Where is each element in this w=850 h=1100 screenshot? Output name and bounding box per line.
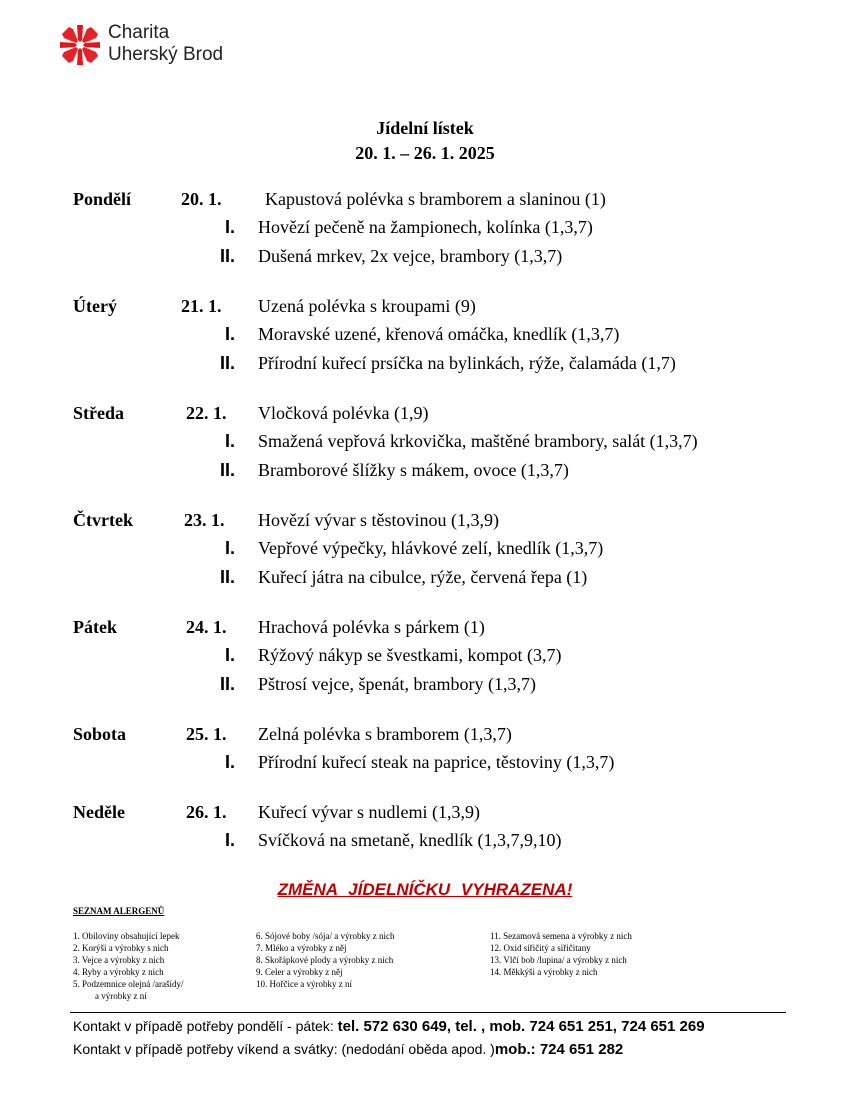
allergen-item: 6. Sójové boby /sója/ a výrobky z nich: [256, 931, 395, 941]
allergen-item: 4. Ryby a výrobky z nich: [73, 967, 164, 977]
soup: Kuřecí vývar s nudlemi (1,3,9): [258, 802, 480, 822]
contact-weekday-label: Kontakt v případě potřeby pondělí - pátek:: [73, 1018, 338, 1034]
allergen-column-3: [490, 930, 632, 978]
allergen-column-2: [256, 930, 394, 990]
allergen-item: 7. Mléko a výrobky z něj: [256, 943, 347, 953]
day-name: Neděle: [73, 802, 125, 822]
meal-text: Moravské uzené, křenová omáčka, knedlík (1,3,7): [258, 324, 620, 344]
day-date: 22. 1.: [186, 403, 227, 423]
day-name: Čtvrtek: [73, 510, 133, 530]
meal-text: Smažená vepřová krkovička, maštěné brambory, salát (1,3,7): [258, 431, 698, 451]
allergen-item: 3. Vejce a výrobky z nich: [73, 955, 165, 965]
meal-number: I.: [224, 538, 235, 558]
meal-text: Hovězí pečeně na žampionech, kolínka (1,3,7): [258, 217, 593, 237]
logo-line1: Charita: [108, 22, 170, 43]
meal-number: II.: [219, 353, 235, 373]
allergen-item: 13. Vlčí bob /lupina/ a výrobky z nich: [490, 955, 627, 965]
contact-weekday: [73, 1018, 705, 1035]
contact-weekday-phones: tel. 572 630 649, tel. , mob. 724 651 251, 724 651 269: [337, 1018, 705, 1035]
soup: Uzená polévka s kroupami (9): [258, 296, 476, 316]
allergen-item: 5. Podzemnice olejná /arašídy/: [73, 979, 184, 989]
date-range: 20. 1. – 26. 1. 2025: [355, 143, 495, 163]
allergen-item: 2. Korýši a výrobky s nich: [73, 943, 169, 953]
day-date: 25. 1.: [186, 724, 227, 744]
allergen-item: 9. Celer a výrobky z něj: [256, 967, 343, 977]
meal-number: II.: [219, 460, 235, 480]
allergen-list-title: SEZNAM ALERGENŮ: [73, 906, 165, 916]
soup: Vločková polévka (1,9): [258, 403, 429, 423]
meal-text: Pštrosí vejce, špenát, brambory (1,3,7): [258, 674, 536, 694]
soup: Hrachová polévka s párkem (1): [258, 617, 485, 637]
allergen-item: 12. Oxid siřičitý a siřičitany: [490, 943, 591, 953]
allergen-column-1: [73, 930, 183, 1002]
contact-weekend-phone: mob.: 724 651 282: [494, 1041, 624, 1058]
day-name: Úterý: [73, 296, 117, 316]
meal-number: I.: [224, 217, 235, 237]
allergen-item: 14. Měkkýši a výrobky z nich: [490, 967, 598, 977]
meal-text: Bramborové šlížky s mákem, ovoce (1,3,7): [258, 460, 569, 480]
allergen-item-continued: a výrobky z ní: [95, 991, 147, 1001]
day-date: 21. 1.: [181, 296, 222, 316]
meal-text: Přírodní kuřecí steak na paprice, těstoviny (1,3,7): [258, 752, 615, 772]
meal-number: II.: [219, 674, 235, 694]
footer-divider: [70, 1012, 786, 1013]
day-name: Sobota: [73, 724, 127, 744]
meal-text: Dušená mrkev, 2x vejce, brambory (1,3,7): [258, 246, 563, 266]
meal-text: Svíčková na smetaně, knedlík (1,3,7,9,10): [258, 830, 562, 850]
menu-change-notice: ZMĚNA JÍDELNÍČKU VYHRAZENA!: [277, 880, 573, 899]
soup: Hovězí vývar s těstovinou (1,3,9): [258, 510, 499, 530]
day-date: 20. 1.: [181, 189, 222, 209]
allergen-item: 8. Skořápkové plody a výrobky z nich: [256, 955, 394, 965]
day-name: Pondělí: [73, 189, 132, 209]
allergen-item: 10. Hořčice a výrobky z ní: [256, 979, 352, 989]
meal-number: I.: [224, 324, 235, 344]
charita-cross-icon: [60, 25, 100, 65]
contact-weekend: [73, 1041, 623, 1058]
meal-text: Kuřecí játra na cibulce, rýže, červená řepa (1): [258, 567, 588, 587]
day-name: Pátek: [73, 617, 117, 637]
day-date: 23. 1.: [184, 510, 225, 530]
meal-text: Přírodní kuřecí prsíčka na bylinkách, rýže, čalamáda (1,7): [258, 353, 676, 373]
allergen-item: 11. Sezamová semena a výrobky z nich: [490, 931, 632, 941]
meal-number: I.: [224, 752, 235, 772]
meal-number: I.: [224, 830, 235, 850]
logo-text: [108, 22, 223, 66]
meal-number: II.: [219, 246, 235, 266]
allergen-item: 1. Obiloviny obsahující lepek: [73, 931, 180, 941]
meal-number: I.: [224, 431, 235, 451]
soup: Zelná polévka s bramborem (1,3,7): [258, 724, 512, 744]
meal-text: Rýžový nákyp se švestkami, kompot (3,7): [258, 645, 562, 665]
day-date: 26. 1.: [186, 802, 227, 822]
logo: [60, 22, 260, 70]
soup: Kapustová polévka s bramborem a slaninou (1): [265, 189, 606, 209]
meal-number: I.: [224, 645, 235, 665]
meal-number: II.: [219, 567, 235, 587]
meal-text: Vepřové výpečky, hlávkové zelí, knedlík (1,3,7): [258, 538, 604, 558]
contact-weekend-label: Kontakt v případě potřeby víkend a svátky: (nedodání oběda apod. ): [73, 1041, 495, 1057]
page-title: Jídelní lístek: [376, 118, 474, 138]
logo-line2: Uherský Brod: [108, 44, 224, 65]
day-name: Středa: [73, 403, 124, 423]
day-date: 24. 1.: [186, 617, 227, 637]
